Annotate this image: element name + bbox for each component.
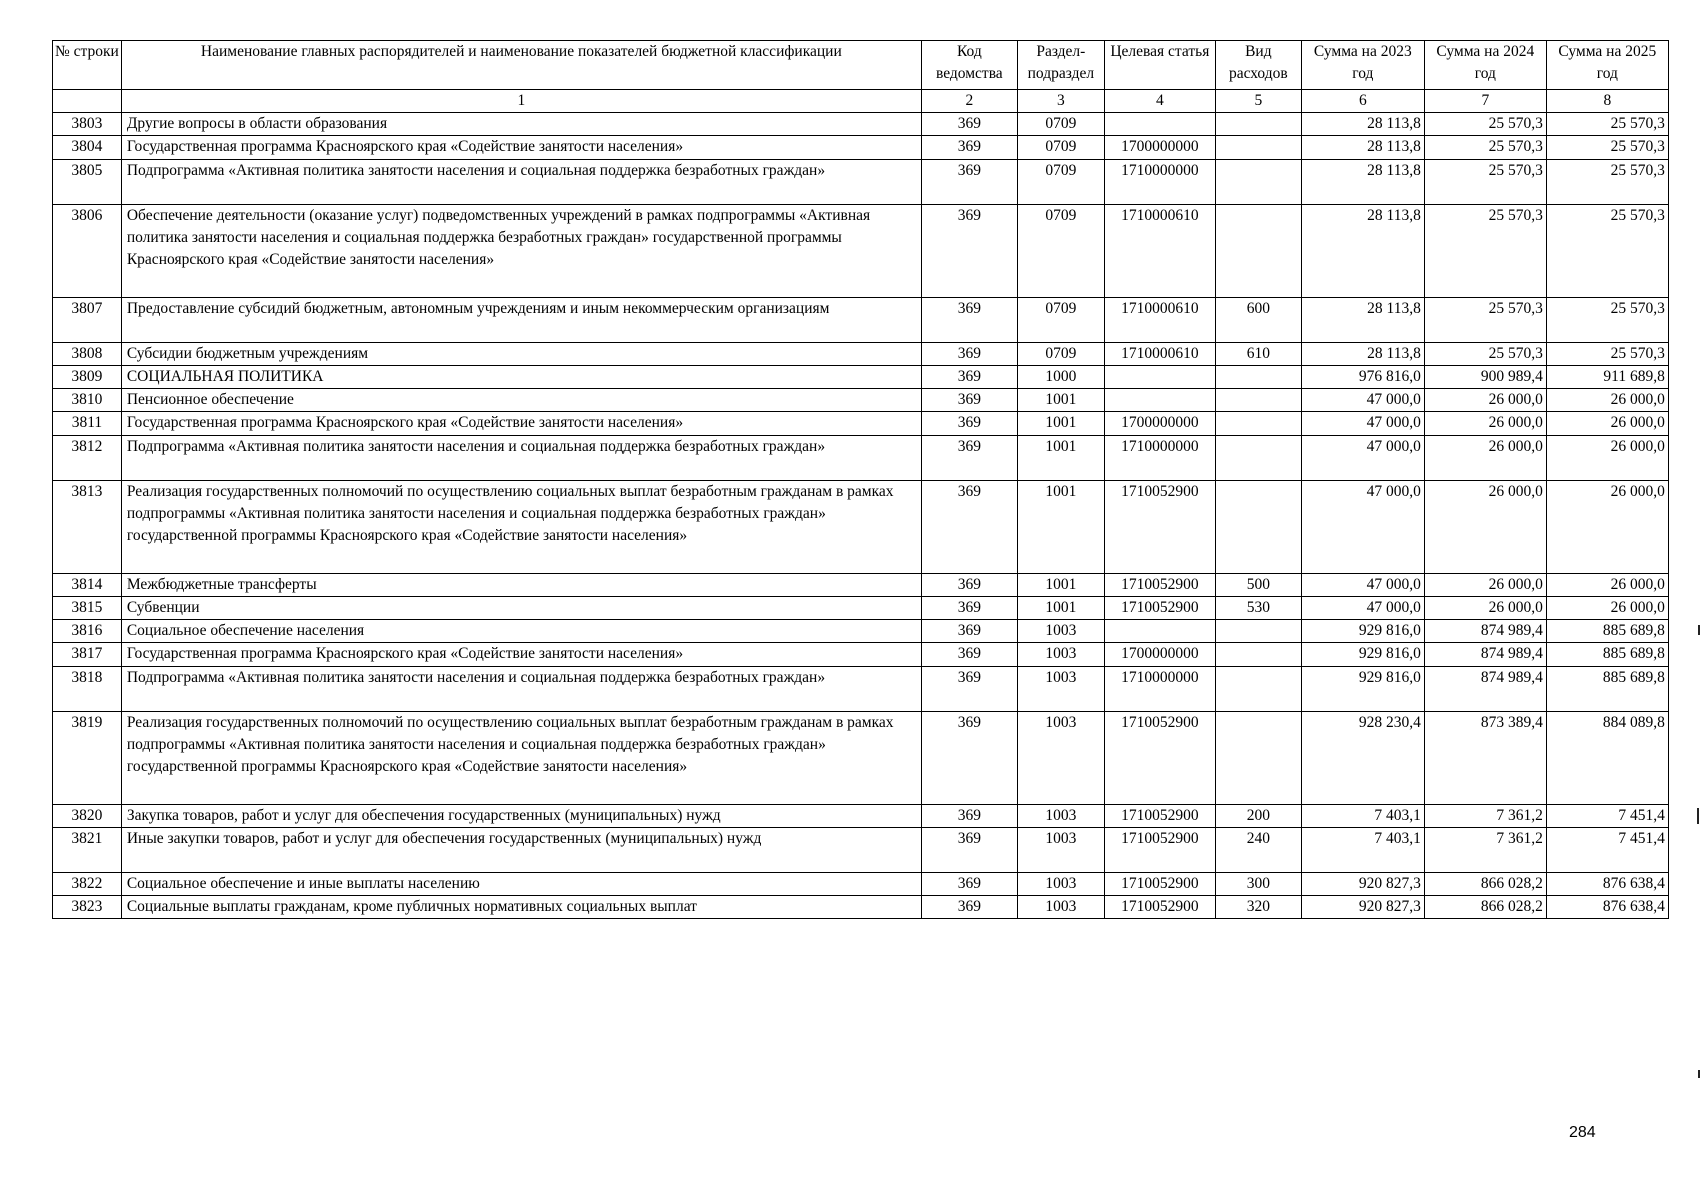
row-number: 3806 [53,205,122,298]
row-section: 1003 [1017,896,1104,919]
row-target-article: 1700000000 [1104,412,1215,436]
header-2023: Сумма на 2023 год [1301,41,1424,90]
row-expense-type [1215,436,1301,481]
row-sum-2023: 28 113,8 [1301,343,1424,366]
row-section: 1003 [1017,828,1104,873]
row-sum-2023: 7 403,1 [1301,805,1424,828]
row-sum-2025: 7 451,4 [1546,805,1668,828]
row-expense-type: 600 [1215,298,1301,343]
row-sum-2023: 920 827,3 [1301,873,1424,896]
row-number: 3817 [53,643,122,667]
row-name: Социальные выплаты гражданам, кроме публичных нормативных социальных выплат [121,896,921,919]
row-section: 0709 [1017,205,1104,298]
row-section: 1003 [1017,643,1104,667]
row-sum-2024: 874 989,4 [1424,620,1546,643]
table-row [53,620,1669,643]
row-target-article: 1710052900 [1104,805,1215,828]
row-section: 0709 [1017,298,1104,343]
scan-edge-mark [1698,625,1700,635]
row-expense-type [1215,205,1301,298]
row-name: Государственная программа Красноярского края «Содействие занятости населения» [121,136,921,160]
row-sum-2023: 928 230,4 [1301,712,1424,805]
row-name: Подпрограмма «Активная политика занятости населения и социальная поддержка безработных граждан» [121,160,921,205]
row-target-article: 1710052900 [1104,896,1215,919]
row-name: Подпрограмма «Активная политика занятости населения и социальная поддержка безработных граждан» [121,436,921,481]
row-dept-code: 369 [921,896,1017,919]
table-row [53,136,1669,160]
row-section: 1000 [1017,366,1104,389]
row-number: 3823 [53,896,122,919]
row-name: Межбюджетные трансферты [121,574,921,597]
row-sum-2024: 26 000,0 [1424,412,1546,436]
row-target-article [1104,620,1215,643]
row-name: Социальное обеспечение и иные выплаты населению [121,873,921,896]
row-section: 1003 [1017,873,1104,896]
row-name: Субсидии бюджетным учреждениям [121,343,921,366]
row-section: 1003 [1017,620,1104,643]
row-target-article: 1710000610 [1104,343,1215,366]
row-target-article: 1710052900 [1104,574,1215,597]
row-sum-2023: 47 000,0 [1301,481,1424,574]
row-sum-2023: 929 816,0 [1301,620,1424,643]
table-row [53,389,1669,412]
row-target-article: 1710052900 [1104,828,1215,873]
row-name: Субвенции [121,597,921,620]
row-number: 3804 [53,136,122,160]
header-2025: Сумма на 2025 год [1546,41,1668,90]
row-number: 3810 [53,389,122,412]
row-sum-2023: 976 816,0 [1301,366,1424,389]
row-sum-2023: 47 000,0 [1301,436,1424,481]
row-expense-type: 200 [1215,805,1301,828]
header-row-no: № строки [53,41,122,90]
row-name: Пенсионное обеспечение [121,389,921,412]
row-sum-2025: 25 570,3 [1546,136,1668,160]
row-expense-type [1215,643,1301,667]
row-sum-2023: 28 113,8 [1301,160,1424,205]
header-name: Наименование главных распорядителей и наименование показателей бюджетной классификации [121,41,921,90]
row-number: 3805 [53,160,122,205]
row-expense-type: 500 [1215,574,1301,597]
row-sum-2024: 900 989,4 [1424,366,1546,389]
column-number [53,90,122,113]
row-sum-2024: 873 389,4 [1424,712,1546,805]
table-row [53,343,1669,366]
row-sum-2023: 47 000,0 [1301,574,1424,597]
table-row [53,597,1669,620]
row-target-article: 1710000610 [1104,298,1215,343]
row-name: Подпрограмма «Активная политика занятости населения и социальная поддержка безработных граждан» [121,667,921,712]
row-sum-2025: 26 000,0 [1546,597,1668,620]
row-expense-type [1215,136,1301,160]
row-name: Реализация государственных полномочий по осуществлению социальных выплат безработным гражданам в рамках подпрограммы «Активная политика занятости населения и социальная поддержка безработных граждан» государственной программы Красноярского края «Содействие занятости населения» [121,481,921,574]
row-dept-code: 369 [921,481,1017,574]
row-target-article: 1710000000 [1104,667,1215,712]
row-target-article: 1710052900 [1104,481,1215,574]
row-sum-2025: 25 570,3 [1546,160,1668,205]
row-dept-code: 369 [921,160,1017,205]
row-sum-2024: 26 000,0 [1424,389,1546,412]
row-sum-2025: 885 689,8 [1546,667,1668,712]
row-name: СОЦИАЛЬНАЯ ПОЛИТИКА [121,366,921,389]
row-expense-type [1215,412,1301,436]
row-expense-type: 300 [1215,873,1301,896]
table-row [53,828,1669,873]
row-sum-2023: 28 113,8 [1301,136,1424,160]
row-sum-2023: 47 000,0 [1301,597,1424,620]
row-section: 1001 [1017,481,1104,574]
table-row [53,896,1669,919]
row-sum-2025: 876 638,4 [1546,873,1668,896]
row-expense-type: 240 [1215,828,1301,873]
row-number: 3812 [53,436,122,481]
row-sum-2025: 885 689,8 [1546,620,1668,643]
row-number: 3816 [53,620,122,643]
row-dept-code: 369 [921,298,1017,343]
header-2024: Сумма на 2024 год [1424,41,1546,90]
row-sum-2024: 866 028,2 [1424,896,1546,919]
row-expense-type [1215,366,1301,389]
row-number: 3803 [53,113,122,136]
row-section: 1003 [1017,667,1104,712]
row-number: 3818 [53,667,122,712]
table-row [53,712,1669,805]
row-section: 1001 [1017,574,1104,597]
row-dept-code: 369 [921,205,1017,298]
row-sum-2024: 26 000,0 [1424,574,1546,597]
column-number-row [53,90,1669,113]
row-section: 1001 [1017,389,1104,412]
column-number: 6 [1301,90,1424,113]
row-sum-2023: 47 000,0 [1301,389,1424,412]
row-target-article: 1700000000 [1104,136,1215,160]
row-number: 3815 [53,597,122,620]
row-expense-type [1215,712,1301,805]
row-section: 0709 [1017,160,1104,205]
row-dept-code: 369 [921,436,1017,481]
row-section: 1001 [1017,412,1104,436]
header-section: Раздел-подраздел [1017,41,1104,90]
row-sum-2024: 25 570,3 [1424,205,1546,298]
row-sum-2023: 28 113,8 [1301,205,1424,298]
row-name: Реализация государственных полномочий по осуществлению социальных выплат безработным гражданам в рамках подпрограммы «Активная политика занятости населения и социальная поддержка безработных граждан» государственной программы Красноярского края «Содействие занятости населения» [121,712,921,805]
row-sum-2024: 25 570,3 [1424,136,1546,160]
row-sum-2024: 874 989,4 [1424,643,1546,667]
table-row [53,298,1669,343]
row-number: 3819 [53,712,122,805]
row-expense-type: 530 [1215,597,1301,620]
row-dept-code: 369 [921,873,1017,896]
scan-edge-mark [1698,1070,1700,1078]
page-number: 284 [1569,1124,1596,1141]
table-row [53,667,1669,712]
row-sum-2025: 884 089,8 [1546,712,1668,805]
row-dept-code: 369 [921,597,1017,620]
table-row [53,643,1669,667]
row-sum-2023: 28 113,8 [1301,298,1424,343]
row-number: 3822 [53,873,122,896]
row-sum-2024: 26 000,0 [1424,436,1546,481]
row-sum-2024: 7 361,2 [1424,828,1546,873]
row-name: Предоставление субсидий бюджетным, автономным учреждениям и иным некоммерческим организациям [121,298,921,343]
row-number: 3821 [53,828,122,873]
table-row [53,805,1669,828]
table-row [53,481,1669,574]
row-number: 3813 [53,481,122,574]
table-row [53,436,1669,481]
row-sum-2025: 25 570,3 [1546,113,1668,136]
row-sum-2023: 28 113,8 [1301,113,1424,136]
row-target-article: 1710000610 [1104,205,1215,298]
row-sum-2024: 25 570,3 [1424,298,1546,343]
row-section: 0709 [1017,343,1104,366]
row-sum-2024: 26 000,0 [1424,481,1546,574]
row-target-article: 1710052900 [1104,597,1215,620]
row-section: 1003 [1017,805,1104,828]
row-sum-2024: 25 570,3 [1424,113,1546,136]
row-sum-2024: 874 989,4 [1424,667,1546,712]
row-dept-code: 369 [921,620,1017,643]
header-exp-type: Вид расходов [1215,41,1301,90]
row-dept-code: 369 [921,113,1017,136]
table-row [53,412,1669,436]
row-section: 1001 [1017,597,1104,620]
header-dept: Код ведомства [921,41,1017,90]
row-name: Государственная программа Красноярского края «Содействие занятости населения» [121,412,921,436]
row-dept-code: 369 [921,828,1017,873]
table-row [53,205,1669,298]
row-number: 3811 [53,412,122,436]
row-target-article: 1710000000 [1104,436,1215,481]
row-expense-type [1215,389,1301,412]
column-number: 4 [1104,90,1215,113]
row-sum-2025: 25 570,3 [1546,205,1668,298]
row-dept-code: 369 [921,643,1017,667]
row-name: Закупка товаров, работ и услуг для обеспечения государственных (муниципальных) нужд [121,805,921,828]
budget-table [52,40,1669,919]
row-target-article [1104,389,1215,412]
row-target-article: 1700000000 [1104,643,1215,667]
row-number: 3809 [53,366,122,389]
row-dept-code: 369 [921,389,1017,412]
table-row [53,574,1669,597]
row-expense-type [1215,481,1301,574]
row-dept-code: 369 [921,574,1017,597]
row-target-article [1104,366,1215,389]
header-row [53,41,1669,90]
row-section: 0709 [1017,113,1104,136]
row-sum-2023: 920 827,3 [1301,896,1424,919]
row-sum-2024: 25 570,3 [1424,343,1546,366]
row-dept-code: 369 [921,667,1017,712]
row-sum-2023: 929 816,0 [1301,643,1424,667]
row-number: 3808 [53,343,122,366]
row-name: Обеспечение деятельности (оказание услуг) подведомственных учреждений в рамках подпрограммы «Активная политика занятости населения и социальная поддержка безработных граждан» государственной программы Красноярского края «Содействие занятости населения» [121,205,921,298]
row-sum-2025: 26 000,0 [1546,412,1668,436]
column-number: 1 [121,90,921,113]
row-sum-2025: 25 570,3 [1546,343,1668,366]
row-expense-type [1215,667,1301,712]
row-sum-2023: 47 000,0 [1301,412,1424,436]
row-sum-2025: 26 000,0 [1546,436,1668,481]
column-number: 8 [1546,90,1668,113]
row-expense-type [1215,160,1301,205]
column-number: 2 [921,90,1017,113]
row-name: Государственная программа Красноярского края «Содействие занятости населения» [121,643,921,667]
row-dept-code: 369 [921,136,1017,160]
column-number: 3 [1017,90,1104,113]
row-section: 1003 [1017,712,1104,805]
row-target-article [1104,113,1215,136]
row-name: Социальное обеспечение населения [121,620,921,643]
row-number: 3820 [53,805,122,828]
table-row [53,873,1669,896]
row-section: 0709 [1017,136,1104,160]
row-expense-type: 610 [1215,343,1301,366]
row-section: 1001 [1017,436,1104,481]
table-row [53,366,1669,389]
column-number: 5 [1215,90,1301,113]
row-sum-2023: 929 816,0 [1301,667,1424,712]
table-row [53,160,1669,205]
row-target-article: 1710052900 [1104,712,1215,805]
row-sum-2025: 25 570,3 [1546,298,1668,343]
row-sum-2024: 7 361,2 [1424,805,1546,828]
row-expense-type [1215,113,1301,136]
table-row [53,113,1669,136]
row-sum-2025: 876 638,4 [1546,896,1668,919]
row-target-article: 1710000000 [1104,160,1215,205]
row-number: 3807 [53,298,122,343]
row-dept-code: 369 [921,712,1017,805]
row-number: 3814 [53,574,122,597]
row-sum-2024: 25 570,3 [1424,160,1546,205]
header-target: Целевая статья [1104,41,1215,90]
row-dept-code: 369 [921,366,1017,389]
row-sum-2025: 26 000,0 [1546,574,1668,597]
row-sum-2024: 26 000,0 [1424,597,1546,620]
row-dept-code: 369 [921,412,1017,436]
row-sum-2024: 866 028,2 [1424,873,1546,896]
row-sum-2025: 885 689,8 [1546,643,1668,667]
row-name: Иные закупки товаров, работ и услуг для обеспечения государственных (муниципальных) нужд [121,828,921,873]
row-sum-2025: 26 000,0 [1546,389,1668,412]
column-number: 7 [1424,90,1546,113]
row-sum-2025: 26 000,0 [1546,481,1668,574]
row-sum-2025: 911 689,8 [1546,366,1668,389]
row-target-article: 1710052900 [1104,873,1215,896]
row-name: Другие вопросы в области образования [121,113,921,136]
scan-edge-mark [1697,808,1699,824]
row-expense-type: 320 [1215,896,1301,919]
row-dept-code: 369 [921,343,1017,366]
row-sum-2023: 7 403,1 [1301,828,1424,873]
row-sum-2025: 7 451,4 [1546,828,1668,873]
row-expense-type [1215,620,1301,643]
row-dept-code: 369 [921,805,1017,828]
